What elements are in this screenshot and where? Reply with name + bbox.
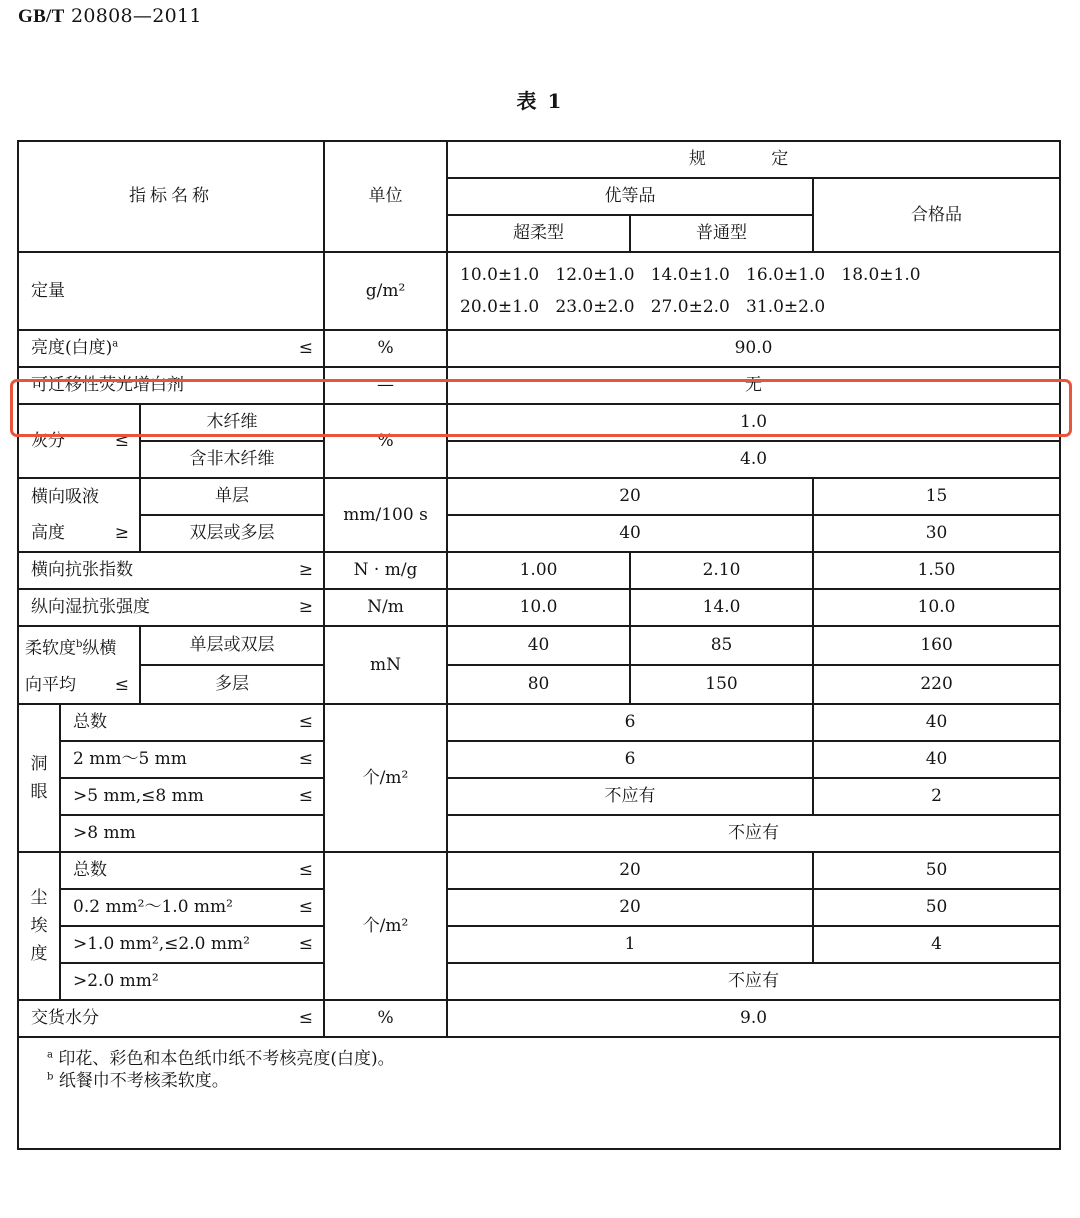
standard-code <box>18 5 202 28</box>
holes-r1-cond: ≤ <box>298 749 314 770</box>
softness-single-qualified: 160 <box>813 626 1060 665</box>
absorption-name-line-2-wrap <box>31 515 133 551</box>
softness-name-line-2-wrap <box>25 667 133 703</box>
softness-multi-super-soft: 80 <box>447 665 630 704</box>
footnote-b <box>47 1070 1047 1092</box>
row-dust-total <box>18 852 1060 889</box>
dust-r2-qualified: 4 <box>813 926 1060 963</box>
basis-weight-unit: g/m² <box>324 252 447 330</box>
row-holes-total <box>18 704 1060 741</box>
ash-name-cell <box>18 404 140 478</box>
tensile-index-super-soft: 1.00 <box>447 552 630 589</box>
dust-total-cond: ≤ <box>298 860 314 881</box>
dust-total-label: 总数 <box>73 860 107 881</box>
holes-group-cell <box>18 704 60 852</box>
fluorescent-value: 无 <box>447 367 1060 404</box>
tensile-index-normal: 2.10 <box>630 552 813 589</box>
row-holes-r2 <box>18 778 1060 815</box>
holes-r3-value: 不应有 <box>447 815 1060 852</box>
basis-weight-name: 定量 <box>18 252 324 330</box>
dust-unit: 个/m² <box>324 852 447 1000</box>
wet-tensile-qualified: 10.0 <box>813 589 1060 626</box>
dust-r2-cond: ≤ <box>298 934 314 955</box>
holes-total-qualified: 40 <box>813 704 1060 741</box>
row-dust-r2 <box>18 926 1060 963</box>
footnotes <box>18 1037 1060 1149</box>
holes-total-superior: 6 <box>447 704 813 741</box>
row-tensile-index <box>18 552 1060 589</box>
row-holes-r3 <box>18 815 1060 852</box>
softness-note-mark: b <box>76 639 83 650</box>
softness-cond: ≤ <box>114 674 129 695</box>
holes-r2-label: >5 mm,≤8 mm <box>73 786 204 807</box>
header-row-1 <box>18 141 1060 178</box>
dust-r2-superior: 1 <box>447 926 813 963</box>
absorption-name-line-1: 横向吸液 <box>31 487 99 507</box>
moisture-value: 9.0 <box>447 1000 1060 1037</box>
dust-total-label-cell <box>60 852 324 889</box>
row-footnotes <box>18 1037 1060 1149</box>
absorption-single-qualified: 15 <box>813 478 1060 515</box>
dust-total-qualified: 50 <box>813 852 1060 889</box>
wet-tensile-unit: N/m <box>324 589 447 626</box>
holes-r2-label-cell <box>60 778 324 815</box>
ash-unit: % <box>324 404 447 478</box>
wet-tensile-normal: 14.0 <box>630 589 813 626</box>
wet-tensile-name-cell <box>18 589 324 626</box>
dust-group-cell <box>18 852 60 1000</box>
ash-nonwood-value: 4.0 <box>447 441 1060 478</box>
holes-r3-label: >8 mm <box>60 815 324 852</box>
basis-weight-line-2: 20.0±1.0 23.0±2.0 27.0±2.0 31.0±2.0 <box>460 297 826 317</box>
dust-r2-label-cell <box>60 926 324 963</box>
softness-name-line-1: 柔软度 <box>25 638 76 659</box>
moisture-cond: ≤ <box>298 1008 314 1029</box>
fluorescent-name: 可迁移性荧光增白剂 <box>18 367 324 404</box>
holes-total-label: 总数 <box>73 712 107 733</box>
brightness-note-mark: a <box>112 338 119 350</box>
tensile-index-name-cell <box>18 552 324 589</box>
softness-unit: mN <box>324 626 447 704</box>
row-wet-tensile <box>18 589 1060 626</box>
holes-r1-superior: 6 <box>447 741 813 778</box>
wet-tensile-cond: ≥ <box>298 597 314 618</box>
dust-r1-label: 0.2 mm²～1.0 mm² <box>73 897 233 918</box>
holes-r1-qualified: 40 <box>813 741 1060 778</box>
brightness-cond: ≤ <box>298 338 314 359</box>
softness-single-super-soft: 40 <box>447 626 630 665</box>
softness-name-line-2: 向平均 <box>25 674 76 695</box>
ash-wood-value: 1.0 <box>447 404 1060 441</box>
dust-r1-label-cell <box>60 889 324 926</box>
row-fluorescent <box>18 367 1060 404</box>
row-dust-r3 <box>18 963 1060 1000</box>
holes-unit: 个/m² <box>324 704 447 852</box>
row-softness-multi <box>18 665 1060 704</box>
row-absorption-multi <box>18 515 1060 552</box>
dust-r2-label: >1.0 mm²,≤2.0 mm² <box>73 934 250 955</box>
dust-r3-value: 不应有 <box>447 963 1060 1000</box>
col-header-qualified: 合格品 <box>813 178 1060 252</box>
standard-code-prefix: GB/T <box>18 6 65 27</box>
row-holes-r1 <box>18 741 1060 778</box>
softness-multi-label: 多层 <box>140 665 324 704</box>
col-header-spec: 规 定 <box>447 141 1060 178</box>
holes-r2-cond: ≤ <box>298 786 314 807</box>
tensile-index-unit: N · m/g <box>324 552 447 589</box>
standard-code-number: 20808—2011 <box>70 5 202 27</box>
dust-r1-qualified: 50 <box>813 889 1060 926</box>
ash-nonwood-label: 含非木纤维 <box>140 441 324 478</box>
dust-r1-superior: 20 <box>447 889 813 926</box>
spec-table <box>17 140 1061 1150</box>
row-brightness <box>18 330 1060 367</box>
holes-group: 洞眼 <box>30 753 48 802</box>
softness-single-normal: 85 <box>630 626 813 665</box>
ash-cond: ≤ <box>114 430 129 451</box>
row-moisture <box>18 1000 1060 1037</box>
ash-wood-label: 木纤维 <box>140 404 324 441</box>
dust-r1-cond: ≤ <box>298 897 314 918</box>
tensile-index-qualified: 1.50 <box>813 552 1060 589</box>
row-absorption-single <box>18 478 1060 515</box>
col-header-name: 指标名称 <box>18 141 324 252</box>
footnote-a <box>47 1048 1047 1070</box>
absorption-cond: ≥ <box>114 523 129 543</box>
col-header-normal: 普通型 <box>630 215 813 252</box>
wet-tensile-super-soft: 10.0 <box>447 589 630 626</box>
holes-total-cond: ≤ <box>298 712 314 733</box>
softness-multi-qualified: 220 <box>813 665 1060 704</box>
brightness-name: 亮度(白度) <box>31 338 113 359</box>
absorption-name-line-2: 高度 <box>31 523 65 543</box>
moisture-unit: % <box>324 1000 447 1037</box>
tensile-index-cond: ≥ <box>298 560 314 581</box>
col-header-superior: 优等品 <box>447 178 813 215</box>
row-ash-nonwood <box>18 441 1060 478</box>
holes-r2-qualified: 2 <box>813 778 1060 815</box>
fluorescent-unit: — <box>324 367 447 404</box>
holes-r1-label-cell <box>60 741 324 778</box>
holes-r1-label: 2 mm～5 mm <box>73 749 187 770</box>
dust-group: 尘埃度 <box>30 887 48 964</box>
brightness-name-cell <box>18 330 324 367</box>
absorption-single-label: 单层 <box>140 478 324 515</box>
row-basis-weight <box>18 252 1060 330</box>
absorption-unit: mm/100 s <box>324 478 447 552</box>
dust-r3-label: >2.0 mm² <box>60 963 324 1000</box>
basis-weight-values <box>447 252 1060 330</box>
absorption-name-cell <box>18 478 140 552</box>
softness-name-line-1b: 纵横 <box>82 638 117 659</box>
moisture-name: 交货水分 <box>31 1008 99 1029</box>
footnote-b-mark: b <box>47 1071 54 1083</box>
row-ash-wood <box>18 404 1060 441</box>
footnote-a-mark: a <box>47 1049 53 1060</box>
row-dust-r1 <box>18 889 1060 926</box>
softness-name-cell <box>18 626 140 704</box>
softness-single-label: 单层或双层 <box>140 626 324 665</box>
absorption-multi-label: 双层或多层 <box>140 515 324 552</box>
absorption-multi-qualified: 30 <box>813 515 1060 552</box>
footnote-a-text: 印花、彩色和本色纸巾纸不考核亮度(白度)。 <box>58 1048 395 1069</box>
ash-name: 灰分 <box>31 430 65 451</box>
col-header-unit: 单位 <box>324 141 447 252</box>
absorption-multi-superior: 40 <box>447 515 813 552</box>
tensile-index-name: 横向抗张指数 <box>31 560 133 581</box>
wet-tensile-name: 纵向湿抗张强度 <box>31 597 150 618</box>
absorption-single-superior: 20 <box>447 478 813 515</box>
holes-total-label-cell <box>60 704 324 741</box>
basis-weight-line-1: 10.0±1.0 12.0±1.0 14.0±1.0 16.0±1.0 18.0±1.0 <box>460 265 921 285</box>
col-header-super-soft: 超柔型 <box>447 215 630 252</box>
softness-multi-normal: 150 <box>630 665 813 704</box>
softness-name-line-1-wrap <box>25 627 133 667</box>
holes-r2-superior: 不应有 <box>447 778 813 815</box>
row-softness-single <box>18 626 1060 665</box>
dust-total-superior: 20 <box>447 852 813 889</box>
footnote-b-text: 纸餐巾不考核柔软度。 <box>58 1070 229 1091</box>
brightness-value: 90.0 <box>447 330 1060 367</box>
moisture-name-cell <box>18 1000 324 1037</box>
table-title: 表 1 <box>516 89 564 113</box>
brightness-unit: % <box>324 330 447 367</box>
